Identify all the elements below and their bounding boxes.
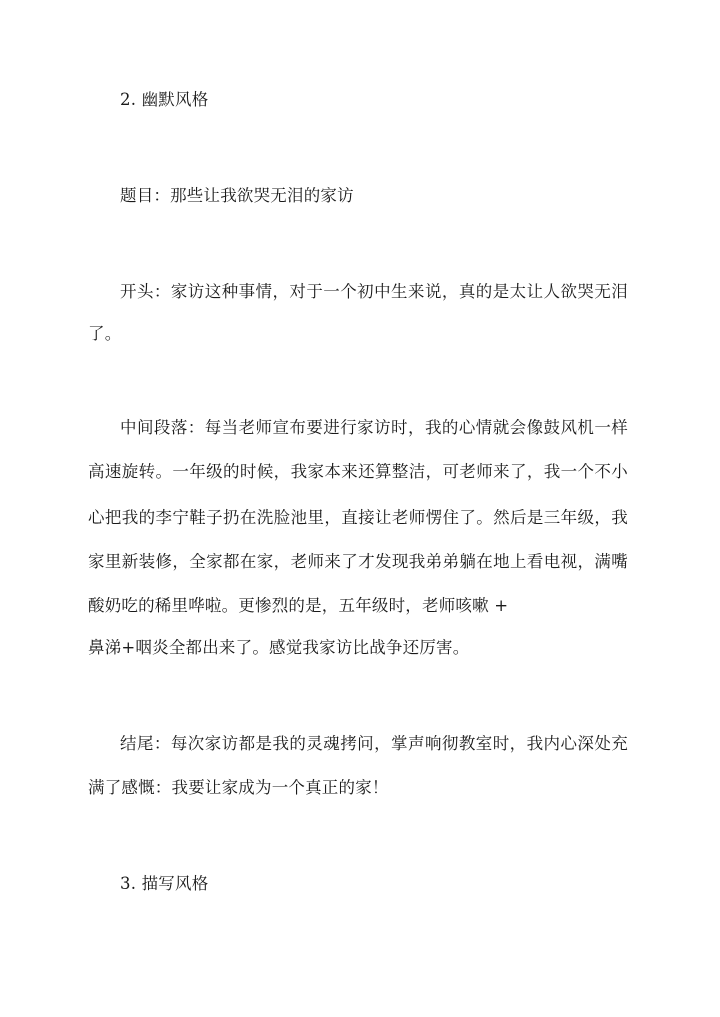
- section-heading-humor: 2. 幽默风格: [120, 90, 209, 109]
- paragraph-line: 心把我的李宁鞋子扔在洗脸池里，直接让老师愣住了。然后是三年级，我: [88, 508, 628, 527]
- paragraph-line: 家里新装修，全家都在家，老师来了才发现我弟弟躺在地上看电视，满嘴: [88, 552, 628, 571]
- paragraph-line: 鼻涕+咽炎全都出来了。感觉我家访比战争还厉害。: [88, 638, 470, 657]
- paragraph-line: 中间段落：每当老师宣布要进行家访时，我的心情就会像鼓风机一样: [120, 418, 628, 437]
- paragraph-line: 满了感慨：我要让家成为一个真正的家！: [88, 778, 389, 797]
- essay-title-line: 题目：那些让我欲哭无泪的家访: [120, 186, 354, 205]
- paragraph-line: 酸奶吃的稀里哗啦。更惨烈的是，五年级时，老师咳嗽 +: [88, 596, 509, 615]
- paragraph-line: 高速旋转。一年级的时候，我家本来还算整洁，可老师来了，我一个不小: [88, 462, 628, 481]
- section-heading-description: 3. 描写风格: [120, 874, 209, 893]
- paragraph-line: 开头：家访这种事情，对于一个初中生来说，真的是太让人欲哭无泪: [120, 282, 628, 301]
- paragraph-line: 了。: [88, 324, 122, 343]
- paragraph-line: 结尾：每次家访都是我的灵魂拷问，掌声响彻教室时，我内心深处充: [120, 734, 628, 753]
